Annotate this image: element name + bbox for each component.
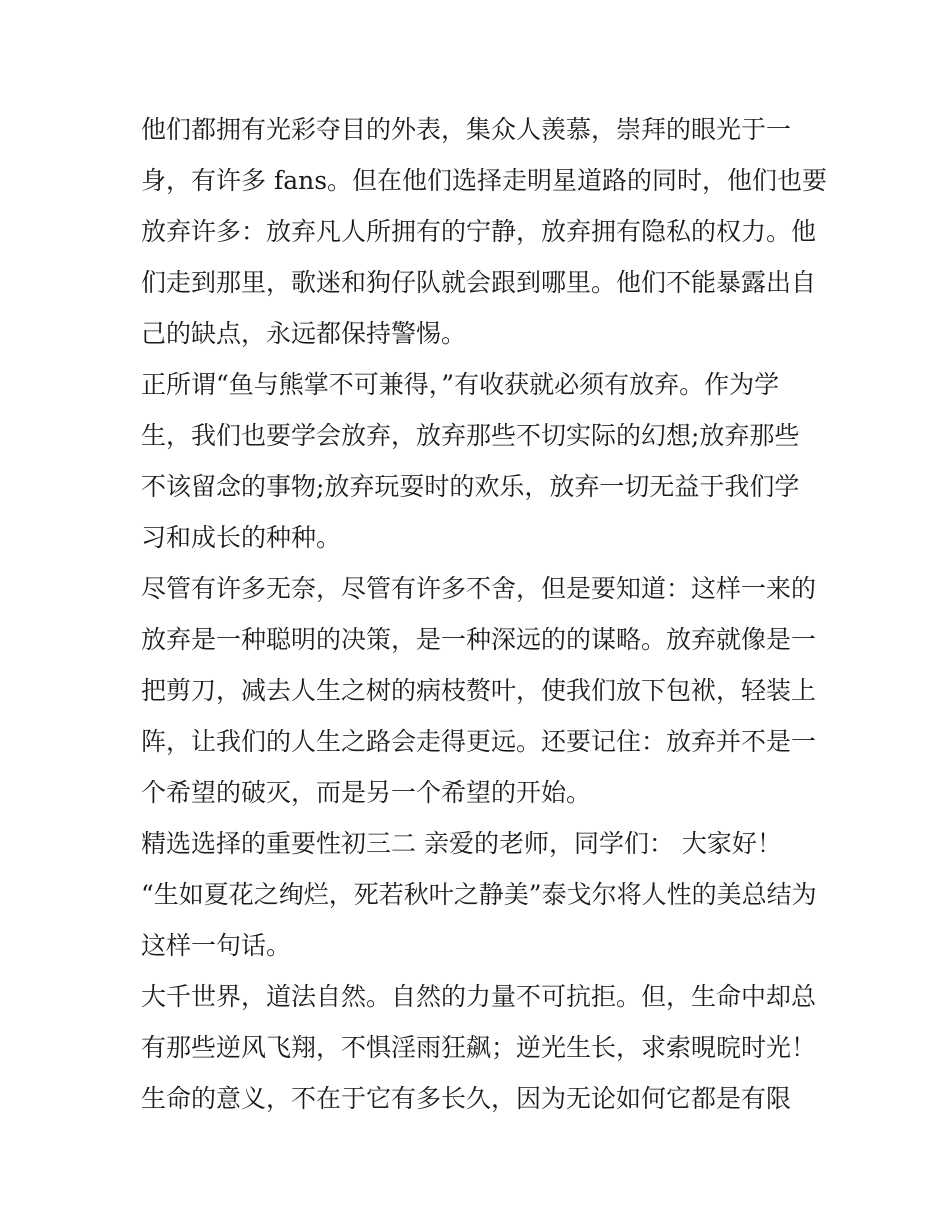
text-line: 精选选择的重要性初三二 亲爱的老师，同学们： 大家好！ [141, 829, 782, 858]
text-line: 他们都拥有光彩夺目的外表，集众人羡慕，崇拜的眼光于一 [141, 115, 792, 144]
paragraph-1 [141, 104, 828, 359]
paragraph-5 [141, 869, 821, 971]
text-line: 这样一句话。 [141, 931, 292, 960]
text-line: 尽管有许多无奈，尽管有许多不舍，但是要知道：这样一来的 [141, 574, 817, 603]
text-line: 身，有许多 fans。但在他们选择走明星道路的同时，他们也要 [141, 166, 828, 195]
text-line: 大千世界，道法自然。自然的力量不可抗拒。但，生命中却总 [141, 982, 817, 1011]
text-line: 不该留念的事物;放弃玩耍时的欢乐，放弃一切无益于我们学 [141, 472, 800, 501]
body-text [141, 104, 828, 1124]
text-line: 放弃许多：放弃凡人所拥有的宁静，放弃拥有隐私的权力。他 [141, 217, 817, 246]
text-line: 把剪刀，减去人生之树的病枝赘叶，使我们放下包袱，轻装上 [141, 676, 817, 705]
text-line: 己的缺点，永远都保持警惕。 [141, 319, 467, 348]
text-line: 习和成长的种种。 [141, 523, 342, 552]
text-line: 生命的意义，不在于它有多长久，因为无论如何它都是有限 [141, 1084, 792, 1113]
text-line: 放弃是一种聪明的决策，是一种深远的的谋略。放弃就像是一 [141, 625, 817, 654]
paragraph-2 [141, 359, 821, 563]
text-line: 生，我们也要学会放弃，放弃那些不切实际的幻想;放弃那些 [141, 421, 800, 450]
text-line: 有那些逆风飞翔，不惧淫雨狂飙；逆光生长，求索晛晥时光！ [141, 1033, 817, 1062]
paragraph-7 [141, 1073, 821, 1124]
text-line: 正所谓“鱼与熊掌不可兼得，”有收获就必须有放弃。作为学 [141, 370, 780, 399]
paragraph-3 [141, 563, 821, 818]
paragraph-4 [141, 818, 821, 869]
text-line: “生如夏花之绚烂，死若秋叶之静美”泰戈尔将人性的美总结为 [141, 880, 817, 909]
text-line: 们走到那里，歌迷和狗仔队就会跟到哪里。他们不能暴露出自 [141, 268, 817, 297]
paragraph-6 [141, 971, 821, 1073]
text-line: 个希望的破灭，而是另一个希望的开始。 [141, 778, 592, 807]
text-line: 阵，让我们的人生之路会走得更远。还要记住：放弃并不是一 [141, 727, 817, 756]
